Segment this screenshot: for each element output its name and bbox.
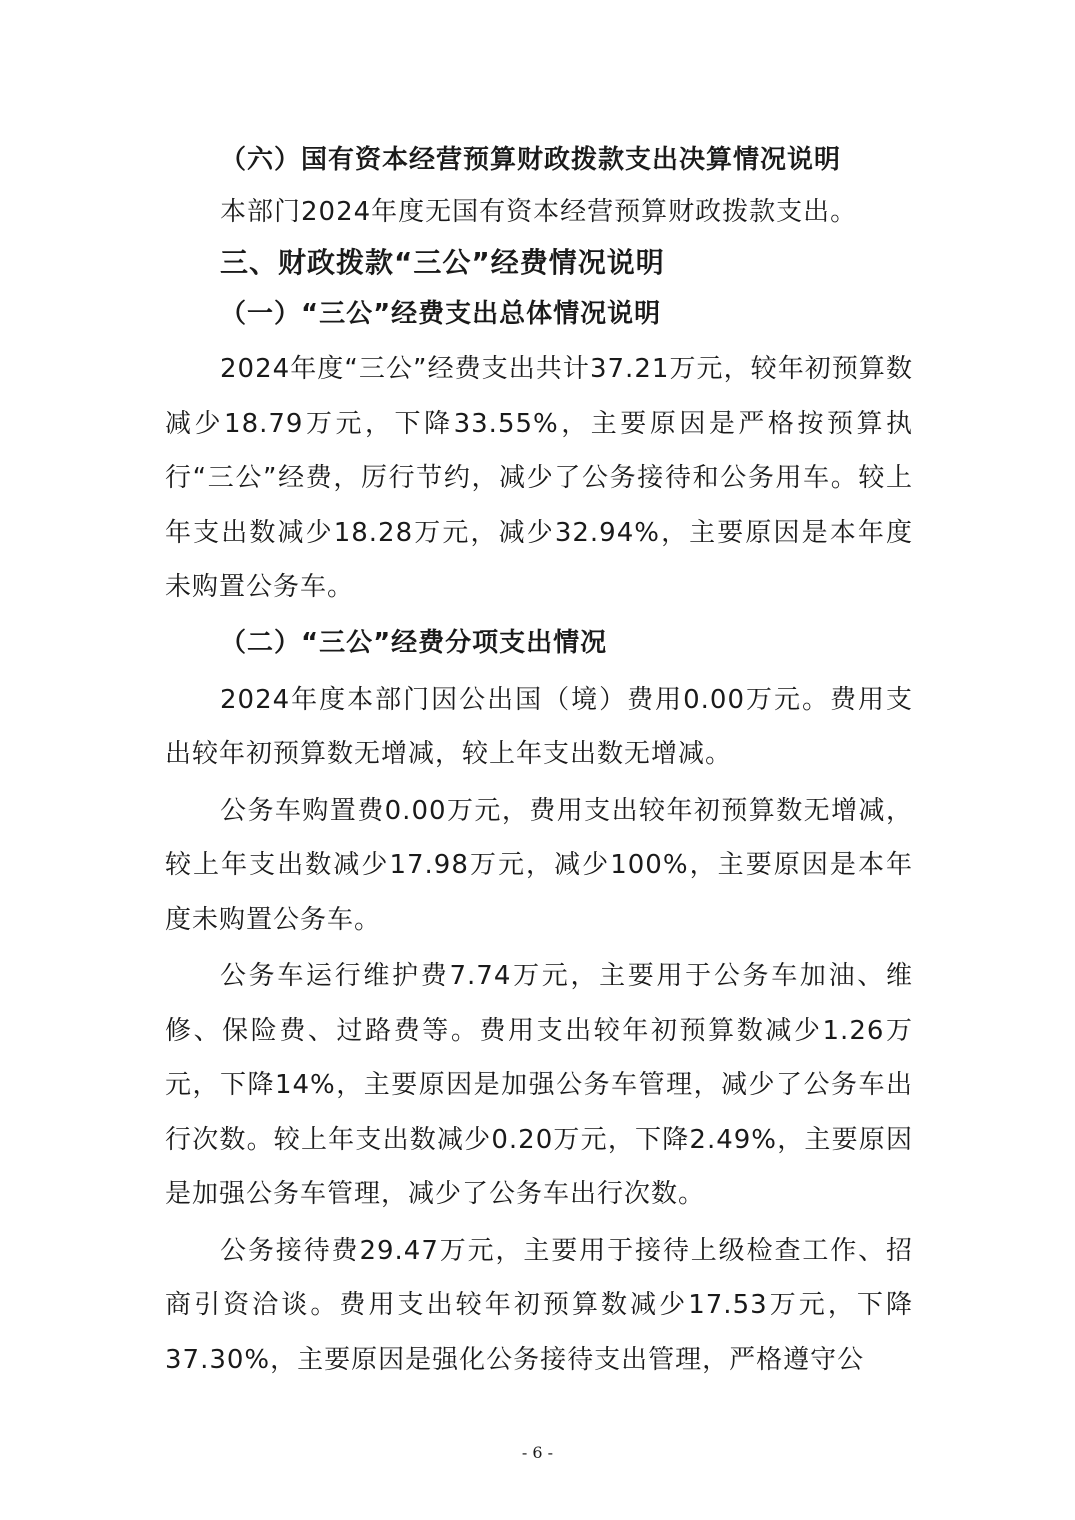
section6-text: 本部门2024年度无国有资本经营预算财政拨款支出。: [220, 197, 858, 227]
sub2-para-overseas: 2024年度本部门因公出国（境）费用0.00万元。费用支出较年初预算数无增减，较上年支出数无增减。: [165, 684, 913, 769]
sub1-text: 2024年度“三公”经费支出共计37.21万元，较年初预算数减少18.79万元，下降33.55%，主要原因是严格按预算执行“三公”经费，厉行节约，减少了公务接待和公务用车。较上年支出数减少18.28万元，减少32.94%，主要原因是本年度未购置公务车。: [165, 354, 913, 602]
sub1-heading: （一）“三公”经费支出总体情况说明: [220, 299, 662, 329]
sub2-heading: （二）“三公”经费分项支出情况: [220, 627, 608, 658]
page-number: - 6 -: [521, 1443, 554, 1462]
document-body: [165, 136, 913, 1387]
section6-heading: （六）国有资本经营预算财政拨款支出决算情况说明: [220, 145, 842, 175]
sub2-para-reception: 公务接待费29.47万元，主要用于接待上级检查工作、招商引资洽谈。费用支出较年初预算数减少17.53万元，下降37.30%，主要原因是强化公务接待支出管理，严格遵守公: [165, 1235, 913, 1375]
sub2-para-vehicle-maintenance: 公务车运行维护费7.74万元，主要用于公务车加油、维修、保险费、过路费等。费用支出较年初预算数减少1.26万元，下降14%，主要原因是加强公务车管理，减少了公务车出行次数。较上年支出数减少0.20万元，下降2.49%，主要原因是加强公务车管理，减少了公务车出行次数。: [165, 961, 913, 1209]
part3-heading: 三、财政拨款“三公”经费情况说明: [220, 246, 665, 279]
sub2-para-vehicle-purchase: 公务车购置费0.00万元，费用支出较年初预算数无增减，较上年支出数减少17.98万元，减少100%，主要原因是本年度未购置公务车。: [165, 795, 913, 935]
